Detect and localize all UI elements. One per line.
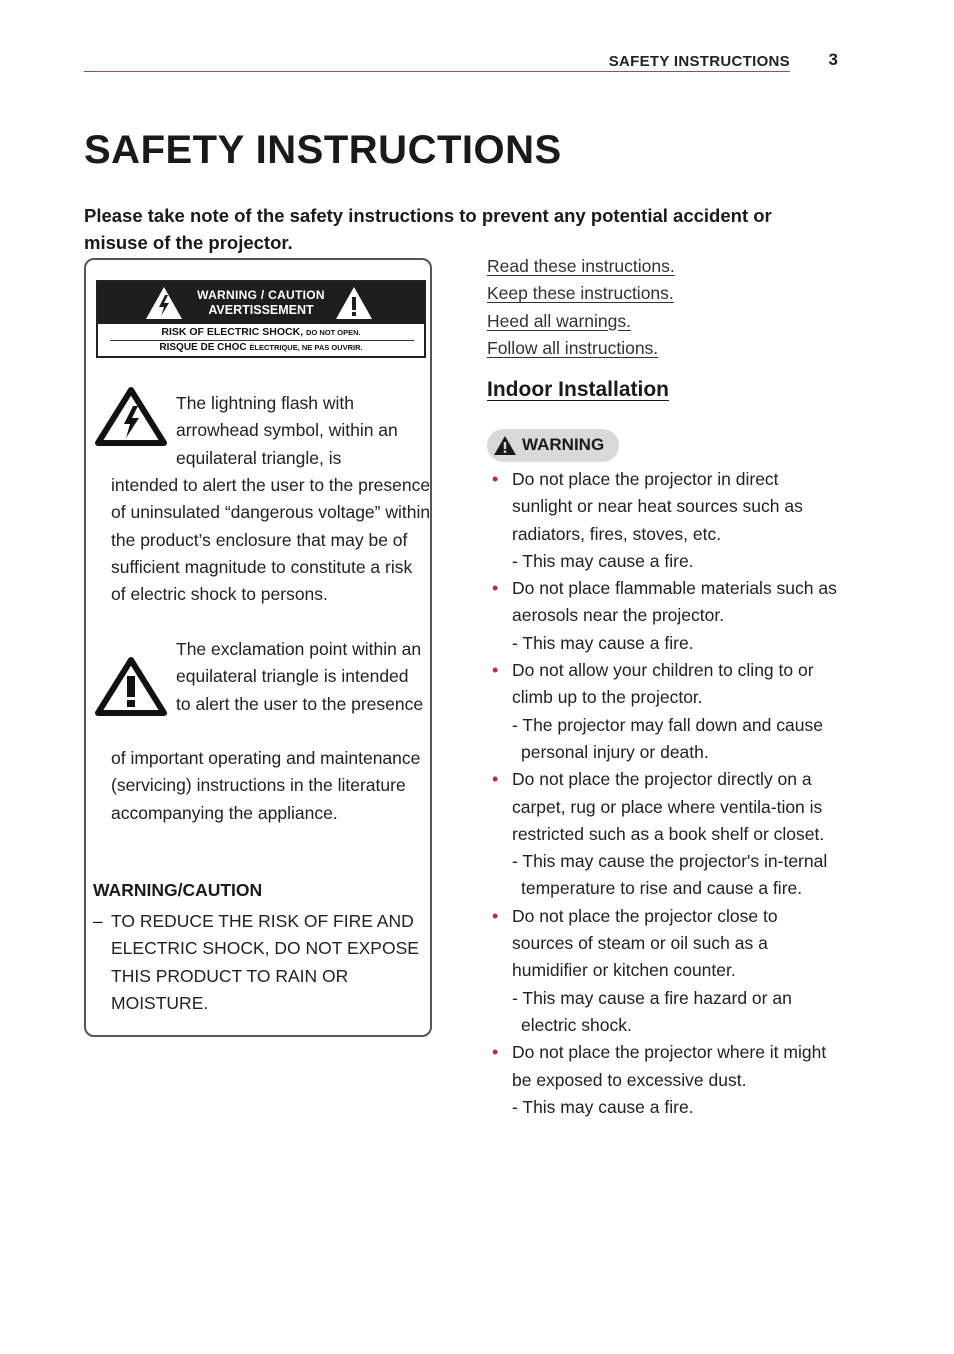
list-item <box>487 575 842 657</box>
warning-list <box>487 466 842 1121</box>
bullet-marker: • <box>492 905 499 926</box>
risk-english-small: DO NOT OPEN. <box>306 328 361 337</box>
list-item-text: Do not allow your children to cling to or climb up to the projector. <box>512 660 814 708</box>
list-item-note: - This may cause a fire hazard or an electric shock. <box>512 987 792 1035</box>
list-item <box>487 903 842 1039</box>
list-item-text: Do not place the projector directly on a carpet, rug or place where ventila-tion is restricted such as a book shelf or closet. <box>512 769 825 844</box>
instruction-keep: Keep these instructions. <box>487 283 674 304</box>
warning-triangle-icon <box>493 435 517 456</box>
bullet-marker: • <box>492 578 499 599</box>
exclamation-description-continued: of important operating and maintenance (servicing) instructions in the literature accompanying the appliance. <box>111 748 421 823</box>
caution-dash: – <box>93 911 103 931</box>
intro-text: Please take note of the safety instructions to prevent any potential accident or misuse of the projector. <box>84 205 772 253</box>
warning-label-panel <box>96 280 426 358</box>
label-risk-english <box>98 326 424 338</box>
bullet-marker: • <box>492 769 499 790</box>
label-divider <box>110 340 414 341</box>
list-item-text: Do not place the projector close to sources of steam or oil such as a humidifier or kitchen counter. <box>512 905 778 981</box>
header-section-title: SAFETY INSTRUCTIONS <box>608 53 790 70</box>
section-title: Indoor Installation <box>487 378 669 401</box>
bullet-marker: • <box>492 1042 499 1063</box>
page-title: SAFETY INSTRUCTIONS <box>84 128 562 172</box>
risk-english-text: RISK OF ELECTRIC SHOCK, <box>161 326 304 338</box>
label-avertissement: AVERTISSEMENT <box>208 303 314 317</box>
exclamation-description: The exclamation point within an equilateral triangle is intended to alert the user to the presence <box>176 639 424 714</box>
list-item-text: Do not place flammable materials such as aerosols near the projector. <box>512 578 837 626</box>
list-item-text: Do not place the projector where it might be exposed to excessive dust. <box>512 1042 827 1090</box>
label-risk-french <box>98 342 424 353</box>
bullet-marker: • <box>492 660 499 681</box>
header-rule <box>84 71 790 72</box>
risk-french-small: ÉLECTRIQUE, NE PAS OUVRIR. <box>249 343 363 352</box>
instruction-list <box>487 253 675 362</box>
list-item-note: - This may cause a fire. <box>512 1096 694 1117</box>
list-item-note: - The projector may fall down and cause personal injury or death. <box>512 714 823 762</box>
exclamation-warning-icon <box>94 656 168 716</box>
list-item-note: - This may cause a fire. <box>512 550 694 571</box>
list-item <box>487 766 842 902</box>
caution-title: WARNING/CAUTION <box>93 880 263 900</box>
exclamation-icon <box>334 285 374 321</box>
page-header <box>84 48 840 74</box>
list-item <box>487 1039 842 1121</box>
warning-badge <box>487 429 619 462</box>
list-item-note: - This may cause a fire. <box>512 632 694 653</box>
risk-french-text: RISQUE DE CHOC <box>159 342 247 353</box>
caution-text: TO REDUCE THE RISK OF FIRE AND ELECTRIC SHOCK, DO NOT EXPOSE THIS PRODUCT TO RAIN OR MOISTURE. <box>111 911 419 1013</box>
instruction-follow: Follow all instructions. <box>487 337 659 358</box>
lightning-warning-icon <box>94 386 168 446</box>
lightning-description: The lightning flash with arrowhead symbol, within an equilateral triangle, is <box>176 393 398 468</box>
list-item <box>487 466 842 575</box>
instruction-read: Read these instructions. <box>487 256 675 276</box>
lightning-description-continued: intended to alert the user to the presence of uninsulated “dangerous voltage” within the product’s enclosure that may be of sufficient magnitude to constitute a risk of electric shock to persons. <box>111 475 431 605</box>
page-number: 3 <box>828 50 838 69</box>
warning-badge-label: WARNING <box>522 435 605 454</box>
list-item-note: - This may cause the projector's in-ternal temperature to rise and cause a fire. <box>512 851 828 899</box>
label-warning-caution: WARNING / CAUTION <box>197 288 325 302</box>
warning-label-header <box>98 282 424 324</box>
bullet-marker: • <box>492 469 499 489</box>
list-item-text: Do not place the projector in direct sunlight or near heat sources such as radiators, fires, stoves, etc. <box>512 469 803 544</box>
safety-symbol-box <box>84 258 432 1037</box>
list-item <box>487 657 842 766</box>
instruction-heed: Heed all warnings. <box>487 310 631 331</box>
